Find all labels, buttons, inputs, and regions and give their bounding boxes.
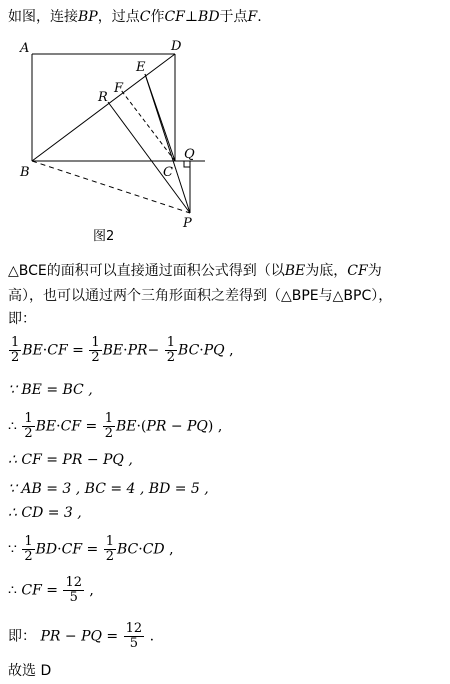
paragraph-line-2: 高），也可以通过两个三角形面积之差得到（△BPE与△BPC）， <box>8 288 393 304</box>
equation-9: 即： PR − PQ = $\frac{12}{5}$ . <box>8 621 155 651</box>
segment-rp <box>108 102 190 213</box>
intro-text-1: 如图，连接 <box>8 9 78 25</box>
paragraph-cf: CF <box>347 263 368 279</box>
answer-line: 故选 D <box>8 663 52 679</box>
intro-bp: BP <box>78 9 98 25</box>
fraction-half: $\frac{1}{2}$ <box>105 534 114 564</box>
label-q: Q <box>184 147 195 162</box>
label-r: R <box>98 90 108 105</box>
segment-bd <box>32 54 175 161</box>
segment-cf <box>121 90 175 161</box>
paragraph-be: BE <box>284 263 306 279</box>
segment-ep <box>145 74 190 213</box>
fraction-half: $\frac{1}{2}$ <box>91 335 100 365</box>
equation-4: ∴ CF = PR − PQ , <box>8 452 133 468</box>
label-p: P <box>183 216 192 230</box>
fraction-half: $\frac{1}{2}$ <box>24 534 33 564</box>
equation-8: ∴ CF = $\frac{12}{5}$ , <box>8 575 94 605</box>
paragraph-line-1 <box>8 262 382 280</box>
equation-2: ∵ BE = BC , <box>8 382 93 398</box>
figure-caption: 图2 <box>93 229 115 244</box>
label-f: F <box>114 81 124 96</box>
paragraph-text-1b: 为底， <box>305 263 348 279</box>
equation-3: ∴ $\frac{1}{2}$ BE·CF = $\frac{1}{2}$ BE·(PR − PQ) , <box>8 411 223 441</box>
label-a: A <box>20 41 30 56</box>
fraction-half: $\frac{1}{2}$ <box>24 411 33 441</box>
intro-text-2: ，过点 <box>97 9 140 25</box>
intro-c: C <box>139 9 151 25</box>
label-b: B <box>20 165 30 180</box>
intro-f: F <box>247 9 258 25</box>
intro-line <box>8 8 262 26</box>
equation-5: ∵ AB = 3 , BC = 4 , BD = 5 , <box>8 481 209 497</box>
geometry-figure <box>0 30 230 230</box>
equation-1: $\frac{1}{2}$ BE·CF = $\frac{1}{2}$ BE·PR− $\frac{1}{2}$ BC·PQ , <box>11 335 234 365</box>
label-e: E <box>136 60 146 75</box>
label-d: D <box>171 39 182 54</box>
equation-6: ∴ CD = 3 , <box>8 505 82 521</box>
intro-text-4: 于点 <box>219 9 248 25</box>
fraction-half: $\frac{1}{2}$ <box>104 411 113 441</box>
fraction-half: $\frac{1}{2}$ <box>11 335 20 365</box>
intro-text-3: 作 <box>150 9 165 25</box>
intro-text-5: . <box>257 9 262 25</box>
fraction-half: $\frac{1}{2}$ <box>166 335 176 365</box>
paragraph-text-1c: 为 <box>367 263 382 279</box>
fraction-twelve-fifths: $\frac{12}{5}$ <box>125 621 143 651</box>
equation-7: ∵ $\frac{1}{2}$ BD·CF = $\frac{1}{2}$ BC·CD , <box>8 534 174 564</box>
fraction-twelve-fifths: $\frac{12}{5}$ <box>65 575 82 605</box>
label-c: C <box>163 165 173 180</box>
paragraph-line-3: 即： <box>8 311 36 327</box>
intro-cf-perp-bd: CF⊥BD <box>164 9 220 25</box>
paragraph-text-1: △BCE的面积可以直接通过面积公式得到（以 <box>8 263 285 279</box>
